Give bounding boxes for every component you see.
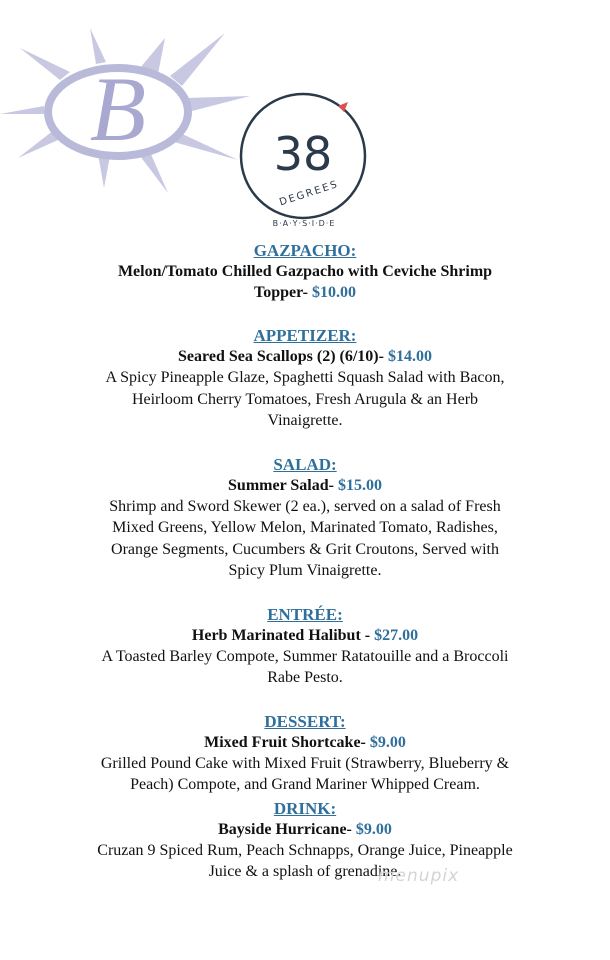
item-price: $15.00 xyxy=(337,476,382,494)
item-description: Rabe Pesto. xyxy=(267,669,343,686)
item-description: Heirloom Cherry Tomatoes, Fresh Arugula & an Herb xyxy=(131,390,479,408)
item-name-line xyxy=(0,475,610,496)
menu xyxy=(0,240,610,883)
item-description: Cruzan 9 Spiced Rum, Peach Schnapps, Orange Juice, Pineapple xyxy=(97,841,513,859)
logo-word: DEGREES xyxy=(278,178,341,209)
item-price: $27.00 xyxy=(374,626,419,644)
item-price: $9.00 xyxy=(355,820,392,838)
item-price: $10.00 xyxy=(311,284,356,301)
logo-initial: B xyxy=(89,58,147,160)
item-name-line xyxy=(0,625,610,646)
item-description: Peach) Compote, and Grand Mariner Whipped Cream. xyxy=(130,776,480,793)
item-description: Mixed Greens, Yellow Melon, Marinated Tomato, Radishes, xyxy=(112,519,498,536)
item-description: Shrimp and Sword Skewer (2 ea.), served on a salad of Fresh xyxy=(109,497,501,515)
item-name: Bayside Hurricane- xyxy=(218,820,352,838)
brand-logo xyxy=(228,84,378,234)
item-description: Juice & a splash of grenadine. xyxy=(208,863,402,880)
sun-b-logo xyxy=(0,28,255,203)
item-name: Summer Salad- xyxy=(228,476,334,494)
section-heading: GAZPACHO: xyxy=(253,241,357,260)
section-heading: DESSERT: xyxy=(264,711,346,731)
watermark: menupix xyxy=(378,866,460,886)
section-entree xyxy=(0,604,610,689)
item-description: A Spicy Pineapple Glaze, Spaghetti Squash Salad with Bacon, xyxy=(105,369,505,386)
item-name-line xyxy=(0,346,610,367)
logo-number: 38 xyxy=(273,127,333,181)
item-name-line xyxy=(0,732,610,753)
section-heading: APPETIZER: xyxy=(253,326,357,345)
section-drink xyxy=(0,798,610,883)
brand-logo-graphic xyxy=(228,84,378,234)
section-appetizer xyxy=(0,325,610,432)
item-name-line xyxy=(0,819,610,840)
item-name: Seared Sea Scallops (2) (6/10)- xyxy=(178,348,384,365)
item-description: A Toasted Barley Compote, Summer Ratatouille and a Broccoli xyxy=(101,647,509,665)
item-name: Melon/Tomato Chilled Gazpacho with Ceviche Shrimp xyxy=(117,263,493,280)
item-name: Herb Marinated Halibut - xyxy=(191,626,371,644)
section-gazpacho xyxy=(0,240,610,303)
section-heading: ENTRÉE: xyxy=(267,604,343,624)
item-price: $14.00 xyxy=(387,348,432,365)
item-description: Grilled Pound Cake with Mixed Fruit (Strawberry, Blueberry & xyxy=(100,754,510,772)
item-name: Mixed Fruit Shortcake- xyxy=(204,733,366,751)
section-heading: SALAD: xyxy=(273,454,337,474)
section-heading: DRINK: xyxy=(273,798,337,818)
sun-icon xyxy=(0,28,255,203)
item-description: Spicy Plum Vinaigrette. xyxy=(228,562,382,579)
item-description: Vinaigrette. xyxy=(267,412,343,429)
item-name-part: Topper- xyxy=(254,284,308,301)
section-dessert xyxy=(0,711,610,796)
item-name-line-2 xyxy=(0,282,610,303)
section-salad xyxy=(0,454,610,582)
item-price: $9.00 xyxy=(369,733,406,751)
item-description: Orange Segments, Cucumbers & Grit Croutons, Served with xyxy=(111,540,499,558)
logo-subword: B·A·Y·S·I·D·E xyxy=(272,219,336,228)
